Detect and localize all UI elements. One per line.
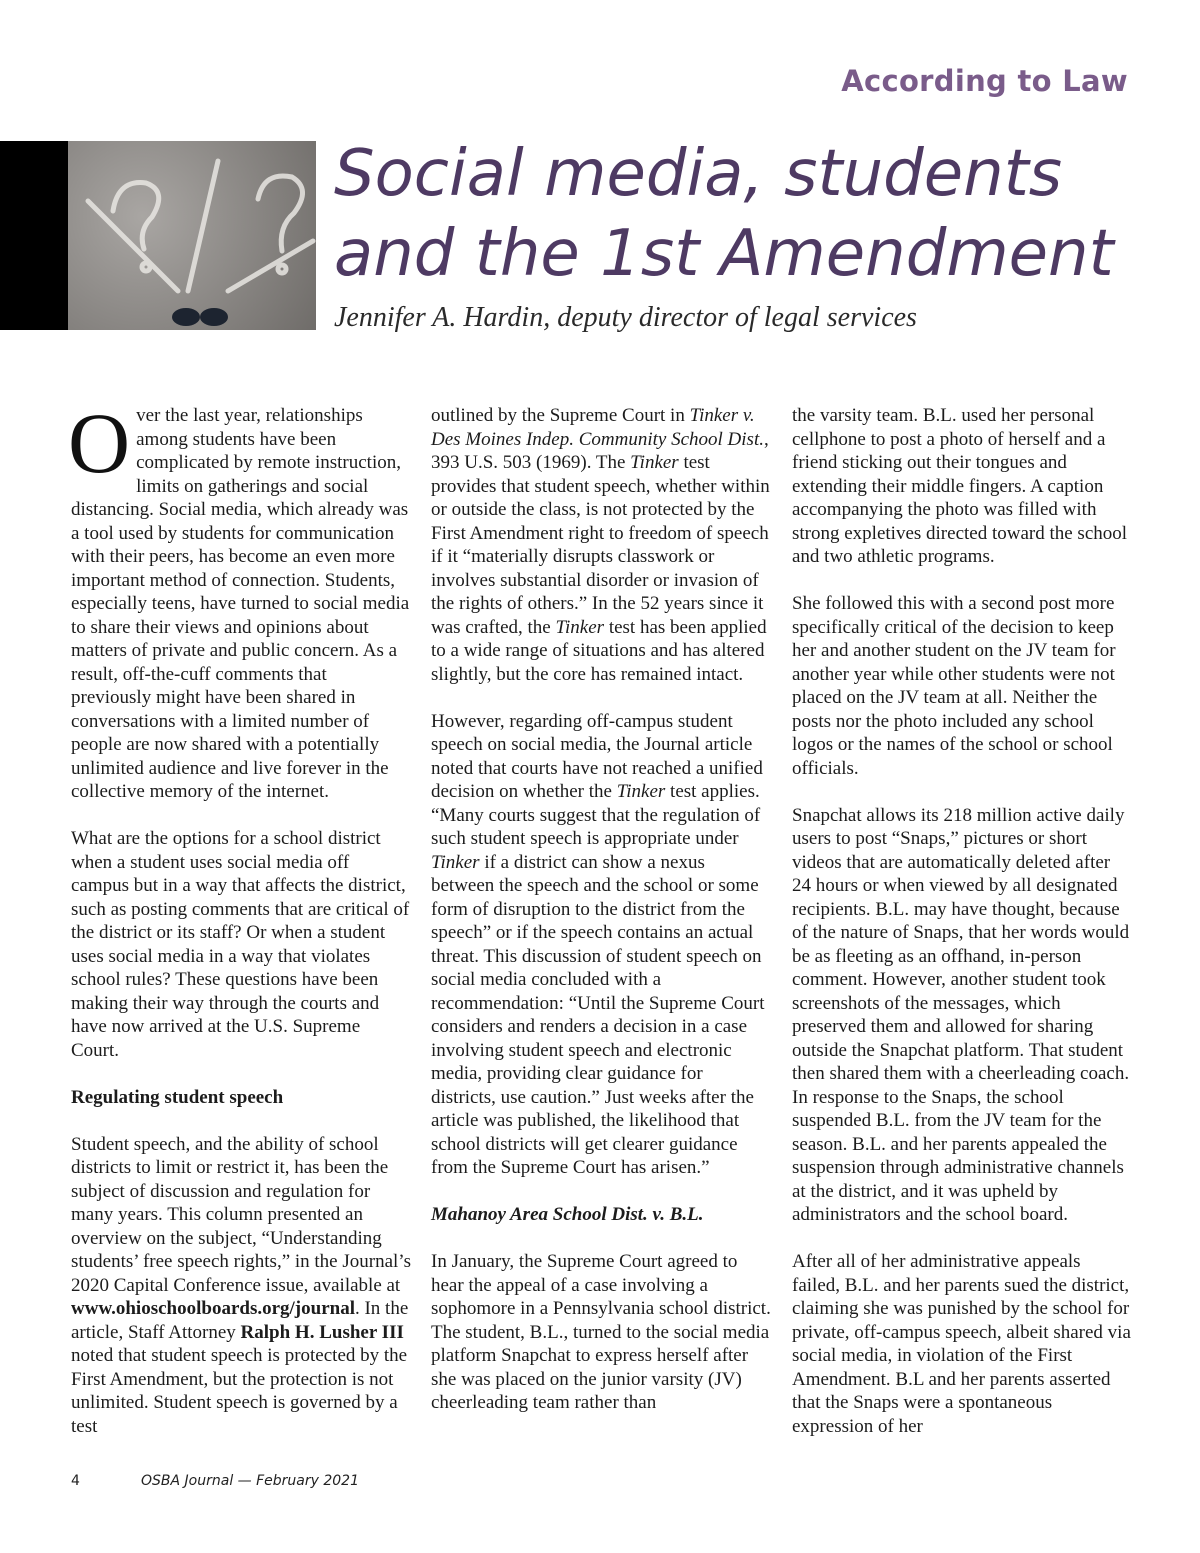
byline: Jennifer A. Hardin, deputy director of legal services	[334, 302, 917, 333]
paragraph-text: test provides that student speech, whether within or outside the class, is not protected by the First Amendment right to freedom of speech if it “materially disrupts classwork or involves substantial disorder or invasion of the rights of others.” In the 52 years since it was crafted, the	[431, 452, 770, 638]
section-label: According to Law	[841, 64, 1128, 98]
paragraph-text: , 393 U.S. 503 (1969). The	[431, 428, 769, 473]
case-name: Tinker	[431, 851, 480, 873]
paragraph: She followed this with a second post more specifically critical of the decision to keep her and another student on the JV team for another year while other students were not placed on the JV team at all. Neither the posts nor the photo included any school logos or the names of the school or school officials.	[792, 593, 1116, 779]
title-line-1: Social media, students	[334, 137, 1063, 211]
case-name: Tinker	[555, 616, 605, 638]
chalk-question-marks-image	[68, 141, 316, 330]
paragraph	[71, 1133, 411, 1439]
paragraph	[68, 395, 411, 804]
attorney-name: Ralph H. Lusher III	[240, 1321, 404, 1343]
subheading: Mahanoy Area School Dist. v. B.L.	[431, 1204, 704, 1225]
case-name: Tinker	[616, 781, 666, 802]
paragraph-text: if a district can show a nexus between the speech and the school or some form of disruption to the district from the speech” or if the speech contains an actual threat. This discussion of student speech on social media concluded with a recommendation: “Until the Supreme Court considers and renders a decision in a case involving student speech and electronic media, providing clear guidance for districts, use caution.” Just weeks after the article was published, the likelihood that school districts will get clearer guidance from the Supreme Court has arisen.”	[431, 851, 765, 1178]
case-name: Tinker	[630, 452, 679, 473]
paragraph-text: Student speech, and the ability of school districts to limit or restrict it, has been the subject of discussion and regulation for many years. This column presented an overview on the subject, “Understanding students’ free speech rights,” in the Journal’s 2020 Capital Conference issue, available at	[71, 1133, 411, 1296]
paragraph-text: noted that student speech is protected by the First Amendment, but the protection is not unlimited. Student speech is governed by a test	[71, 1345, 408, 1437]
subheading: Regulating student speech	[71, 1086, 284, 1108]
page-footer	[71, 1473, 671, 1489]
column-3	[792, 404, 1132, 1438]
paragraph: the varsity team. B.L. used her personal cellphone to post a photo of herself and a friend sticking out their tongues and extending their middle fingers. A caption accompanying the photo was filled with strong expletives directed toward the school and two athletic programs.	[792, 405, 1128, 567]
drop-cap: O	[68, 395, 131, 491]
paragraph-text: . In the article, Staff Attorney	[71, 1298, 409, 1343]
feature-photo	[0, 141, 316, 330]
journal-link[interactable]: www.ohioschoolboards.org/journal	[71, 1298, 355, 1319]
paragraph: What are the options for a school district when a student uses social media off campus but in a way that affects the district, such as posting comments that are critical of the district or its staff? Or when a student uses social media in a way that violates school rules? These questions have been making their way through the courts and have now arrived at the U.S. Supreme Court.	[71, 828, 410, 1061]
column-1	[68, 395, 411, 1438]
paragraph-text: outlined by the Supreme Court in	[431, 405, 690, 426]
page-number: 4	[71, 1473, 80, 1489]
paragraph	[431, 404, 771, 686]
paragraph: After all of her administrative appeals failed, B.L. and her parents sued the district, claiming she was punished by the school for private, off-campus speech, albeit shared via social media, in violation of the First Amendment. B.L and her parents asserted that the Snaps were a spontaneous expression of her	[792, 1251, 1131, 1437]
paragraph-text: However, regarding off-campus student speech on social media, the Journal article noted that courts have not reached a unified decision on whether the	[431, 710, 763, 802]
paragraph-text: ver the last year, relationships among students have been complicated by remote instruction, limits on gatherings and social distancing. Social media, which already was a tool used by students for communication with their peers, has become an even more important method of connection. Students, especially teens, have turned to social media to share their views and opinions about matters of private and public concern. As a result, off-the-cuff comments that previously might have been shared in conversations with a limited number of people are now shared with a potentially unlimited audience and live forever in the collective memory of the internet.	[71, 405, 410, 802]
paragraph: In January, the Supreme Court agreed to hear the appeal of a case involving a sophomore in a Pennsylvania school district. The student, B.L., turned to the social media platform Snapchat to express herself after she was placed on the junior varsity (JV) cheerleading team rather than	[431, 1251, 771, 1413]
title-line-2: and the 1st Amendment	[334, 217, 1114, 291]
publication-info: OSBA Journal — February 2021	[141, 1473, 359, 1489]
case-citation: Tinker v. Des Moines Indep. Community School Dist.	[431, 405, 764, 450]
paragraph	[431, 710, 771, 1180]
paragraph-text: test has been applied to a wide range of situations and has altered slightly, but the core has remained intact.	[431, 616, 767, 685]
article-title	[334, 134, 1174, 294]
column-2	[431, 404, 771, 1415]
paragraph-text: test applies. “Many courts suggest that the regulation of such student speech is appropriate under	[431, 781, 761, 849]
paragraph: Snapchat allows its 218 million active daily users to post “Snaps,” pictures or short videos that are automatically deleted after 24 hours or when viewed by all designated recipients. B.L. may have thought, because of the nature of Snaps, that her words would be as fleeting as an offhand, in-person comment. However, another student took screenshots of the messages, which preserved them and allowed for sharing outside the Snapchat platform. That student then shared them with a cheerleading coach. In response to the Snaps, the school suspended B.L. from the JV team for the season. B.L. and her parents appealed the suspension through administrative channels at the district, and it was upheld by administrators and the school board.	[792, 804, 1130, 1225]
